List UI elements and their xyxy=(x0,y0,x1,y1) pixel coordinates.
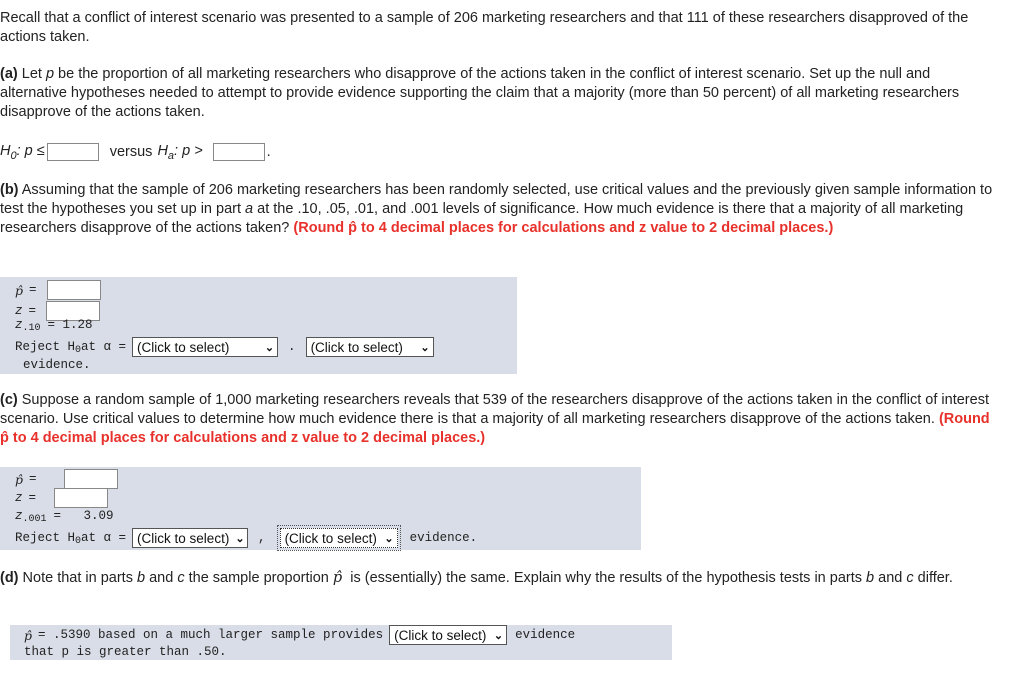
c-phat-input[interactable] xyxy=(64,469,118,489)
c-alpha-select[interactable] xyxy=(132,528,248,548)
hypotheses-row xyxy=(0,142,271,162)
ha-h: H xyxy=(157,142,168,159)
ha-rel: : p > xyxy=(174,142,203,159)
ha-sub: a xyxy=(167,149,175,162)
part-b-a: a xyxy=(245,201,254,217)
c-critical-row xyxy=(15,509,114,523)
part-a-label: (a) xyxy=(0,66,18,82)
part-a-p: p xyxy=(45,66,55,82)
part-c-panel xyxy=(0,467,641,550)
part-b-t2: at the .10, .05, .01, and .001 levels of significance. How much evidence is there that a majority of all marketing researchers disapprove of the actions taken? xyxy=(0,201,964,236)
h0-label xyxy=(0,143,45,162)
b-reject-sub: 0 xyxy=(75,344,82,356)
d-phat-label: p̂ xyxy=(24,627,33,643)
c-reject-sub: 0 xyxy=(75,535,82,547)
d-answer-row-2 xyxy=(24,645,227,659)
part-b-round-instruction: (Round p̂ to 4 decimal places for calculations and z value to 2 decimal places.) xyxy=(293,220,834,236)
chevron-down-icon: ⌄ xyxy=(264,341,275,354)
c-evidence-select[interactable] xyxy=(280,528,398,548)
c-z-label: z xyxy=(15,491,23,505)
b-evidence-select-label: (Click to select) xyxy=(310,339,403,355)
c-z-eq: = xyxy=(28,491,37,505)
c-z001-value: = 3.09 xyxy=(53,509,114,523)
c-z-row xyxy=(15,488,108,508)
part-d-t1: Note that in parts xyxy=(18,570,137,586)
h0-answer-input[interactable] xyxy=(47,143,99,161)
d-evidence-select[interactable] xyxy=(389,625,507,645)
d-evidence-text: evidence xyxy=(515,628,576,642)
c-z001-sub: .001 xyxy=(22,513,47,525)
part-a-t1: Let xyxy=(17,66,46,82)
c-z001-label: z xyxy=(15,509,23,523)
part-d-t4: is (essentially) the same. Explain why the results of the hypothesis tests in parts xyxy=(342,570,867,586)
b-critical-row xyxy=(15,318,93,332)
c-phat-row xyxy=(15,469,118,489)
chevron-down-icon: ⌄ xyxy=(384,532,394,545)
c-reject-row xyxy=(15,528,477,548)
b-alpha-select[interactable] xyxy=(132,337,278,357)
versus-text: versus xyxy=(109,144,153,160)
part-b-panel xyxy=(0,277,517,374)
b-z-eq: = xyxy=(28,304,37,318)
d-answer-row xyxy=(24,625,575,645)
part-d-text xyxy=(0,569,1000,588)
c-separator-comma: , xyxy=(258,531,266,545)
b-z10-value: = 1.28 xyxy=(47,318,93,332)
part-d-c: c xyxy=(177,570,185,586)
c-phat-label: p̂ xyxy=(15,471,24,487)
b-evidence-row xyxy=(23,358,91,372)
b-z-label: z xyxy=(15,304,23,318)
h0-sub: 0 xyxy=(10,149,17,162)
ha-label xyxy=(157,143,202,162)
part-d-t3: the sample proportion xyxy=(184,570,333,586)
chevron-down-icon: ⌄ xyxy=(235,532,245,545)
intro-text: Recall that a conflict of interest scenario was presented to a sample of 206 marketing researchers and that 111 of these researchers disapproved of the actions taken. xyxy=(0,10,969,45)
part-d-t5: and xyxy=(874,570,907,586)
part-c-t1: Suppose a random sample of 1,000 marketing researchers reveals that 539 of the researchers disapprove of the actions taken in the conflict of interest scenario. Use critical values to determine how much evidence there is that a majority of all marketing researchers disapprove of the actions taken. xyxy=(0,392,989,427)
b-separator-dot: . xyxy=(288,340,296,354)
b-phat-eq: = xyxy=(29,283,37,297)
part-b-t1: Assuming that the sample of 206 marketing researchers has been randomly selected, use critical values and the previously given sample information to test the hypotheses you set up in part xyxy=(0,182,993,217)
part-c-round-instruction: (Round p̂ to 4 decimal places for calculations and z value to 2 decimal places.) xyxy=(0,411,990,446)
d-answer-text: = .5390 based on a much larger sample provides xyxy=(38,628,384,642)
c-at-alpha: at α = xyxy=(81,531,127,545)
part-d-b: b xyxy=(137,570,146,586)
c-z-input[interactable] xyxy=(54,488,108,508)
b-alpha-select-label: (Click to select) xyxy=(137,339,230,355)
part-d-phat: p̂ xyxy=(332,570,343,586)
h0-rel: : p ≤ xyxy=(16,142,45,159)
b-reject-row xyxy=(15,337,434,357)
part-a-text xyxy=(0,65,1000,122)
c-reject-text: Reject H xyxy=(15,531,76,545)
part-a-t2: be the proportion of all marketing researchers who disapprove of the actions taken in the conflict of interest scenario. Set up the null and alternative hypotheses needed to attempt to provide evidence supporting the claim that a majority (more than 50 percent) of all marketing researchers disapprove of the actions taken. xyxy=(0,66,960,120)
part-d-label: (d) xyxy=(0,570,19,586)
b-reject-text: Reject H xyxy=(15,340,76,354)
b-phat-row xyxy=(15,280,101,300)
period: . xyxy=(266,144,271,160)
part-c-text xyxy=(0,391,1000,448)
b-z10-label: z xyxy=(15,318,23,332)
part-d-t2: and xyxy=(145,570,178,586)
c-evidence-select-label: (Click to select) xyxy=(284,530,377,546)
part-d-panel xyxy=(10,625,672,660)
b-evidence-text: evidence. xyxy=(23,358,91,372)
b-z10-sub: .10 xyxy=(22,322,41,334)
ha-answer-input[interactable] xyxy=(213,143,265,161)
h0-h: H xyxy=(0,142,11,159)
part-d-b2: b xyxy=(866,570,875,586)
part-c-label: (c) xyxy=(0,392,18,408)
part-b-text xyxy=(0,181,1000,238)
b-evidence-select[interactable] xyxy=(306,337,434,357)
chevron-down-icon: ⌄ xyxy=(493,629,504,642)
c-phat-eq: = xyxy=(29,472,37,486)
part-b-label: (b) xyxy=(0,182,19,198)
b-phat-input[interactable] xyxy=(47,280,101,300)
part-d-c2: c xyxy=(906,570,914,586)
c-evidence-text: evidence. xyxy=(409,531,478,545)
c-alpha-select-label: (Click to select) xyxy=(137,530,230,546)
part-d-t6: differ. xyxy=(913,570,953,586)
d-conclusion-text: that p is greater than .50. xyxy=(24,645,227,659)
b-phat-label: p̂ xyxy=(15,282,24,298)
chevron-down-icon: ⌄ xyxy=(420,341,430,354)
b-at-alpha: at α = xyxy=(81,340,127,354)
d-evidence-select-label: (Click to select) xyxy=(394,627,487,643)
